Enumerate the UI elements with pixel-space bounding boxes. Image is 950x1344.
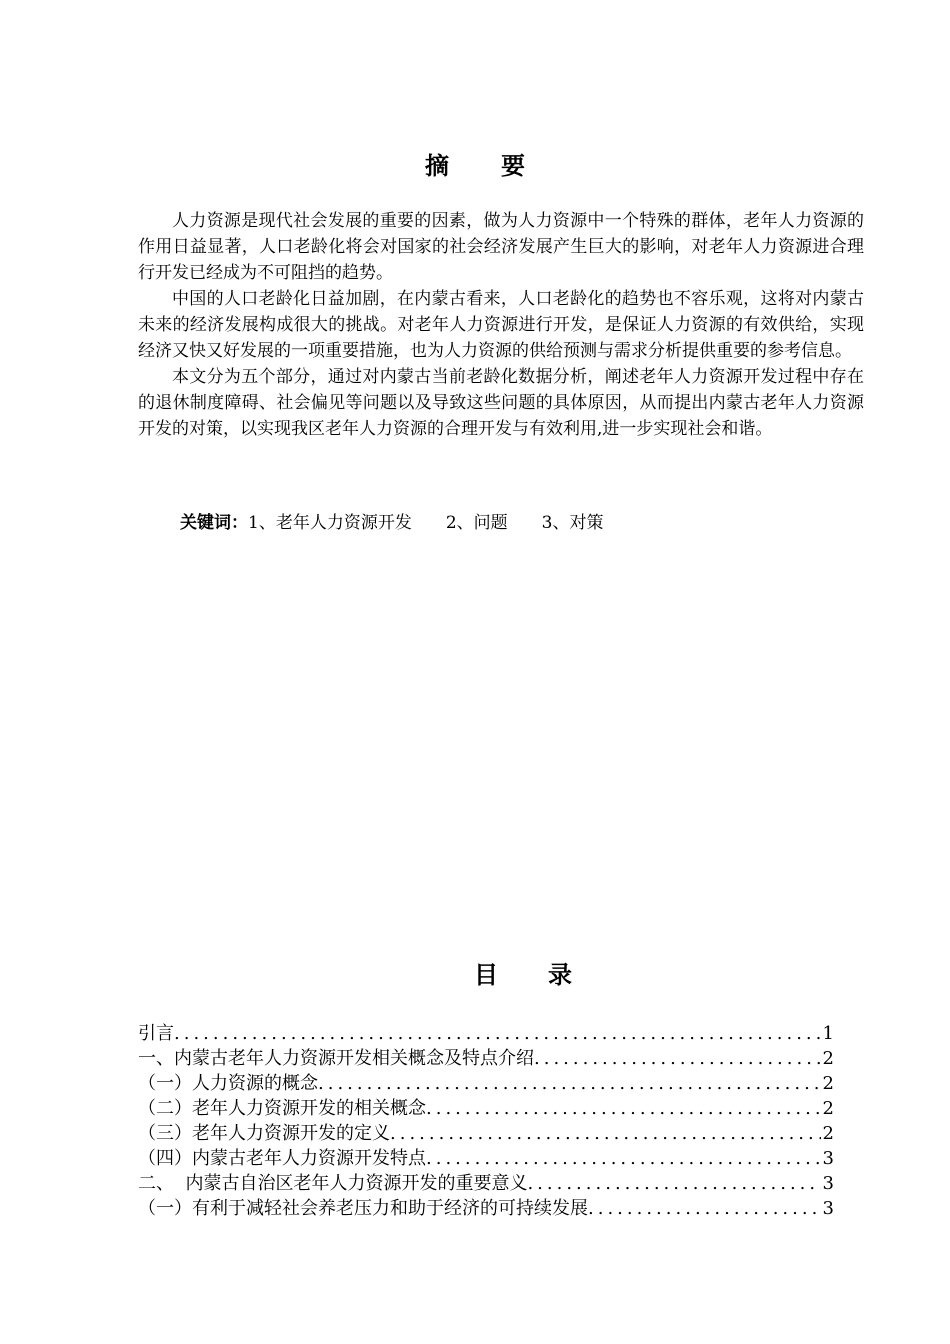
toc-leader: [426, 1096, 821, 1121]
toc-entry-page: 2: [822, 1098, 834, 1119]
toc-entry-page: 3: [822, 1173, 834, 1194]
keywords-line: [180, 510, 637, 536]
keyword-2: 2、问题: [445, 513, 508, 533]
keywords-label: 关键词：: [180, 513, 248, 533]
toc-leader: [174, 1021, 821, 1046]
abstract-body: [138, 208, 864, 442]
toc-entry-page: 1: [822, 1023, 834, 1044]
abstract-paragraph-2: 中国的人口老龄化日益加剧，在内蒙古看来，人口老龄化的趋势也不容乐观，这将对内蒙古未来的经济发展构成很大的挑战。对老年人力资源进行开发，是保证人力资源的有效供给，实现经济又快又好发展的一项重要措施，也为人力资源的供给预测与需求分析提供重要的参考信息。: [138, 289, 864, 361]
toc-title-right: 录: [548, 961, 572, 989]
toc-entry-text: 二、 内蒙古自治区老年人力资源开发的重要意义: [138, 1173, 528, 1194]
abstract-title: [0, 146, 950, 181]
toc-leader: [534, 1046, 821, 1071]
toc-leader: [390, 1121, 821, 1146]
toc-entry-text: 引言: [138, 1023, 174, 1044]
table-of-contents: [138, 1021, 834, 1221]
toc-entry[interactable]: [138, 1121, 834, 1146]
toc-entry-page: 2: [822, 1048, 834, 1069]
toc-leader: [426, 1146, 821, 1171]
toc-entry-page: 3: [822, 1148, 834, 1169]
toc-entry-text: （三）老年人力资源开发的定义: [138, 1123, 390, 1144]
toc-entry[interactable]: [138, 1046, 834, 1071]
abstract-title-left: 摘: [425, 152, 449, 180]
abstract-paragraph-3: 本文分为五个部分，通过对内蒙古当前老龄化数据分析，阐述老年人力资源开发过程中存在的退休制度障碍、社会偏见等问题以及导致这些问题的具体原因，从而提出内蒙古老年人力资源开发的对策，以实现我区老年人力资源的合理开发与有效利用,进一步实现社会和谐。: [138, 367, 864, 439]
toc-entry[interactable]: [138, 1021, 834, 1046]
toc-entry-text: （四）内蒙古老年人力资源开发特点: [138, 1148, 426, 1169]
abstract-title-right: 要: [501, 152, 525, 180]
toc-entry[interactable]: [138, 1096, 834, 1121]
abstract-paragraph-1: 人力资源是现代社会发展的重要的因素，做为人力资源中一个特殊的群体，老年人力资源的作用日益显著，人口老龄化将会对国家的社会经济发展产生巨大的影响，对老年人力资源进合理行开发已经成为不可阻挡的趋势。: [138, 211, 864, 283]
toc-entry[interactable]: [138, 1071, 834, 1096]
toc-entry-text: 一、内蒙古老年人力资源开发相关概念及特点介绍: [138, 1048, 534, 1069]
toc-leader: [527, 1171, 820, 1196]
toc-title-left: 目: [474, 961, 498, 989]
keyword-3: 3、对策: [541, 513, 604, 533]
toc-entry-page: 2: [822, 1073, 834, 1094]
keyword-1: 1、老年人力资源开发: [248, 513, 412, 533]
toc-entry[interactable]: [138, 1146, 834, 1171]
toc-entry-text: （二）老年人力资源开发的相关概念: [138, 1098, 426, 1119]
toc-entry-page: 2: [822, 1123, 834, 1144]
toc-entry-text: （一）有利于减轻社会养老压力和助于经济的可持续发展: [138, 1198, 588, 1219]
toc-leader: [588, 1196, 821, 1221]
toc-title: [0, 955, 950, 990]
toc-entry-page: 3: [822, 1198, 834, 1219]
toc-entry[interactable]: [138, 1196, 834, 1221]
toc-leader: [318, 1071, 821, 1096]
toc-entry[interactable]: [138, 1171, 834, 1196]
toc-entry-text: （一）人力资源的概念: [138, 1073, 318, 1094]
